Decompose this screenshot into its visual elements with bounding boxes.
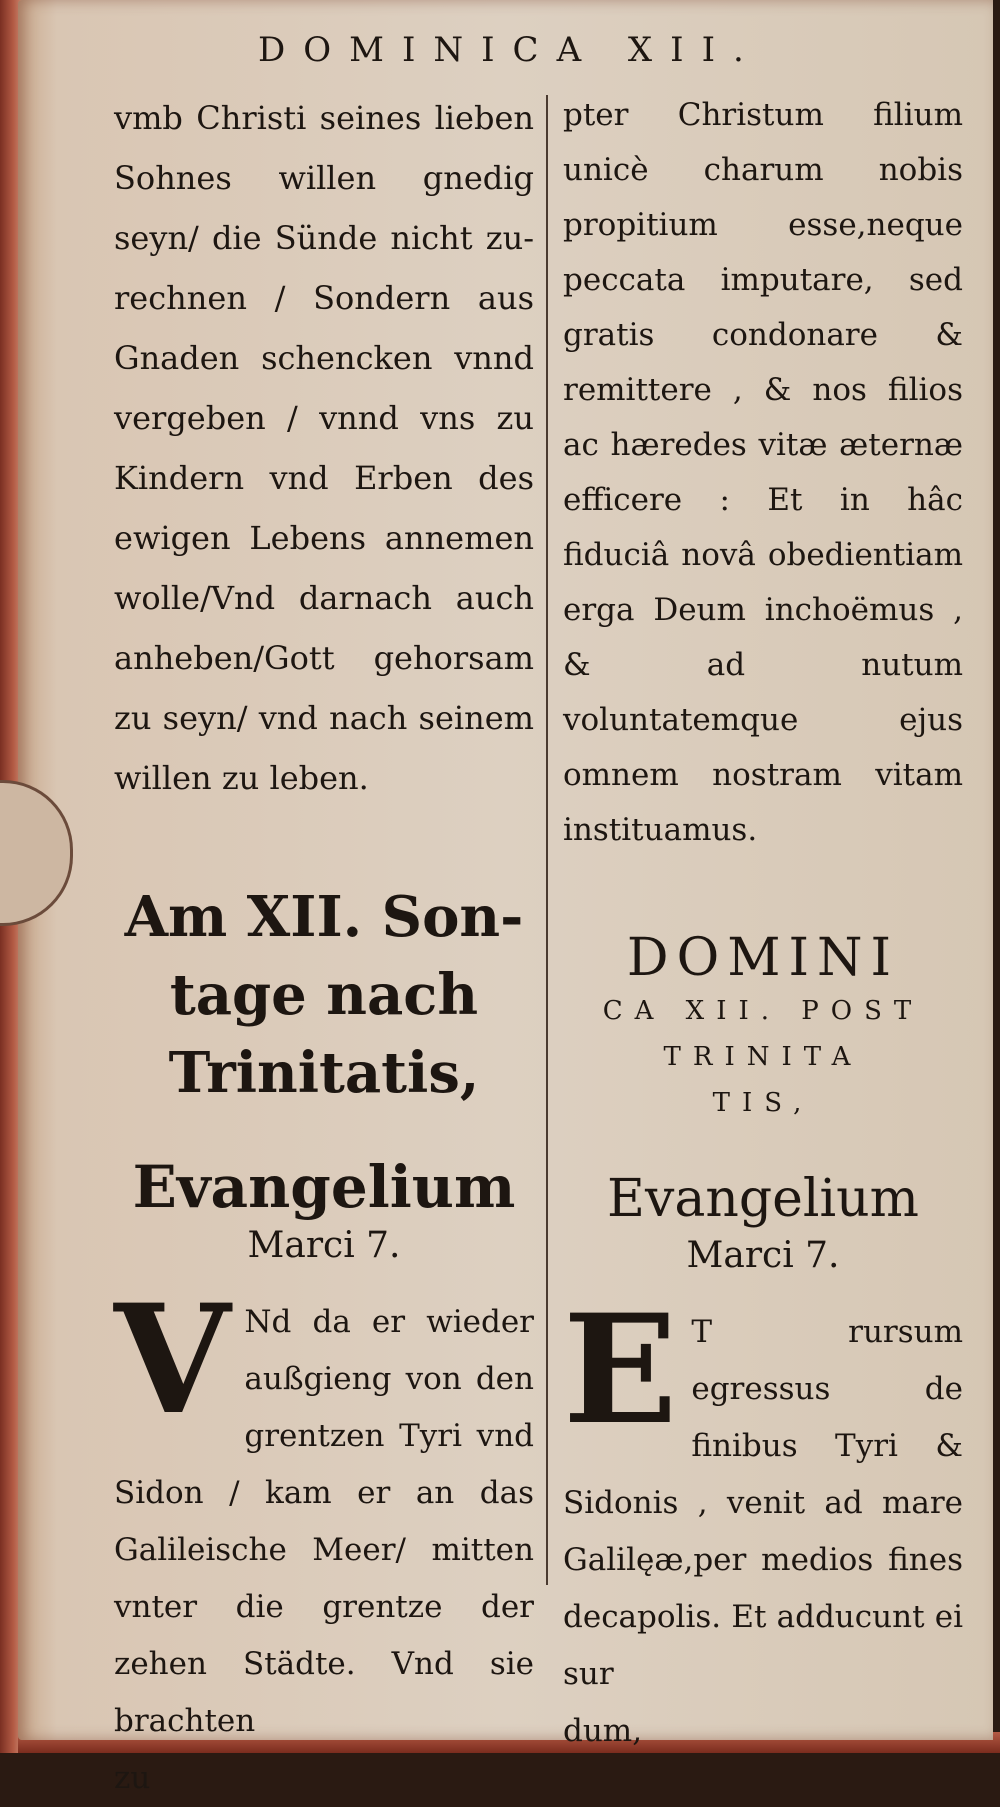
latin-dropcap: E [563, 1282, 678, 1458]
latin-heading-sub2: TRINITA [663, 1042, 863, 1072]
german-evangelium [114, 1152, 534, 1270]
latin-heading [563, 928, 963, 1126]
latin-column [563, 88, 963, 1760]
latin-gospel-text: T rursum egressus de finibus Tyri & Sidonis , venit ad mare Galilęæ,per medios fines decapolis. Et adducunt ei sur [563, 1314, 963, 1692]
column-divider [546, 95, 548, 1585]
latin-gospel [563, 1282, 963, 1760]
german-dropcap: V [114, 1272, 231, 1448]
german-evangelium-ref: Marci 7. [247, 1225, 401, 1266]
latin-heading-main: DOMINI [626, 928, 900, 988]
german-evangelium-title: Evangelium [132, 1153, 516, 1221]
latin-heading-sub3: TIS, [712, 1088, 814, 1118]
running-head: DOMINICA XII. [258, 30, 762, 70]
german-heading: Am XII. Sontage nach Trinitatis, [124, 884, 524, 1106]
latin-heading-sub1: CA XII. POST [602, 996, 924, 1026]
german-column [114, 88, 534, 1807]
german-gospel [114, 1272, 534, 1807]
latin-catchword: dum, [563, 1713, 643, 1749]
german-intro-text: vmb Christi seines lieben Sohnes willen gnedig seyn/ die Sünde nicht zurechnen / Sondern aus Gnaden schencken vnnd vergeben / vnnd vns zu Kindern vnd Erben des ewigen Lebens annemen wolle/Vnd darnach auch anheben/Gott gehorsam zu seyn/ vnd nach seinem willen zu leben. [114, 99, 534, 797]
latin-intro-text: pter Christum filium unicè charum nobis propitium esse,neque peccata imputare, sed gratis condonare & remittere , & nos filios ac hæredes vitæ æternæ efficere : Et in hâc fiduciâ novâ obedientiam erga Deum inchoëmus , & ad nutum voluntatemque ejus omnem nostram vitam instituamus. [563, 97, 963, 848]
german-gospel-text: Nd da er wieder außgieng von den grentzen Tyri vnd Sidon / kam er an das Galileische Meer/ mitten vnter die grentze der zehen Städte. Vnd sie brachten [114, 1304, 534, 1739]
german-catchword: zu [114, 1760, 151, 1796]
latin-evangelium-title: Evangelium [607, 1169, 919, 1229]
latin-evangelium-ref: Marci 7. [686, 1235, 840, 1276]
book-page [18, 0, 993, 1796]
latin-evangelium [563, 1166, 963, 1280]
